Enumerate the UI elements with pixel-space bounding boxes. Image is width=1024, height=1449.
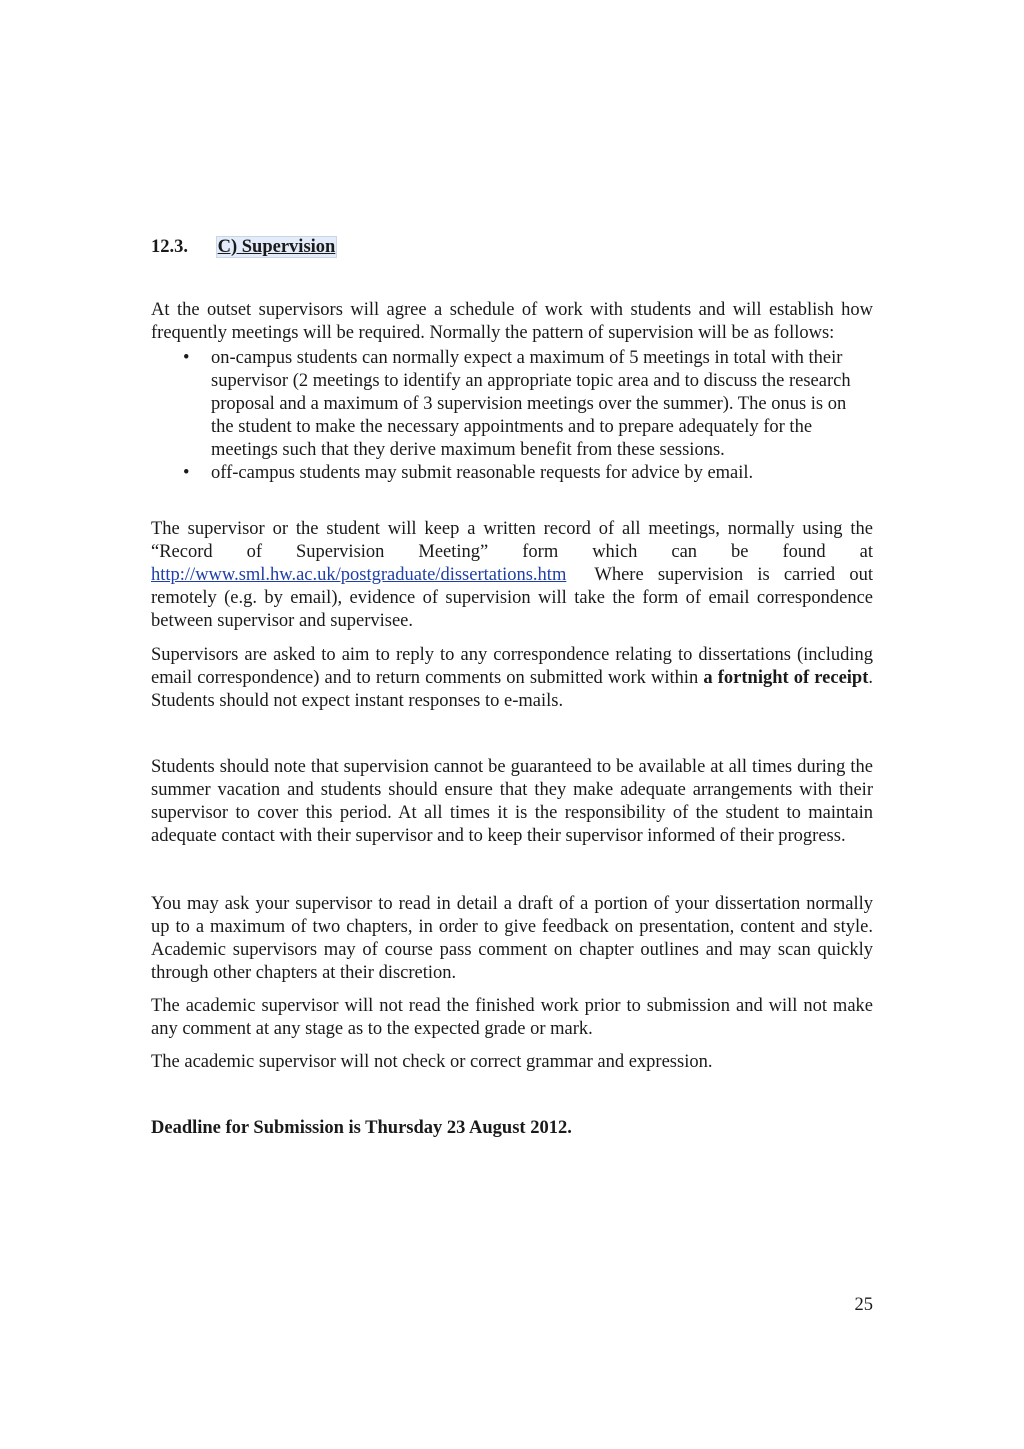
supervisors-text-after: . Students should not expect instant responses to e-mails. [151, 668, 873, 711]
draft-paragraph: You may ask your supervisor to read in detail a draft of a portion of your dissertation normally up to a maximum of two chapters, in order to give feedback on presentation, content and style. Academic supervisors may of course pass comment on chapter outlines and may scan quickly through other chapters at their discretion. [151, 894, 873, 983]
page-number: 25 [854, 1295, 873, 1315]
list-item-text: on-campus students can normally expect a maximum of 5 meetings in total with their supervisor (2 meetings to identify an appropriate topic area and to discuss the research proposal and a maximum of 3 supervision meetings over the summer). The onus is on the student to make the necessary appointments and to prepare adequately for the meetings such that they derive maximum benefit from these sessions. [211, 348, 851, 460]
dissertations-link[interactable]: http://www.sml.hw.ac.uk/postgraduate/dissertations.htm [151, 565, 567, 585]
finished-work-paragraph: The academic supervisor will not read the finished work prior to submission and will not make any comment at any stage as to the expected grade or mark. [151, 996, 873, 1039]
bullet-icon: • [183, 463, 190, 483]
submission-deadline: Deadline for Submission is Thursday 23 August 2012. [151, 1118, 572, 1138]
vacation-note-paragraph: Students should note that supervision cannot be guaranteed to be available at all times during the summer vacation and students should ensure that they make adequate arrangements with their supervisor to cover this period. At all times it is the responsibility of the student to maintain adequate contact with their supervisor and to keep their supervisor informed of their progress. [151, 757, 873, 846]
record-text-after: Where supervision is carried out remotely (e.g. by email), evidence of supervision will take the form of email correspondence between supervisor and supervisee. [151, 565, 878, 631]
grammar-paragraph: The academic supervisor will not check or correct grammar and expression. [151, 1052, 713, 1072]
section-number: 12.3. [151, 237, 188, 257]
supervisors-paragraph [151, 644, 873, 713]
supervisors-text-before: Supervisors are asked to aim to reply to any correspondence relating to dissertations (including email correspondence) and to return comments on submitted work within [151, 645, 873, 688]
supervision-pattern-list [151, 347, 873, 485]
list-item [183, 347, 873, 462]
record-text-before: The supervisor or the student will keep a written record of all meetings, normally using the “Record of Supervision Meeting” form which can be found at [151, 519, 873, 562]
fortnight-emphasis: a fortnight of receipt [703, 668, 869, 688]
document-page [151, 236, 878, 1140]
section-title: C) Supervision [217, 237, 336, 257]
list-item [183, 462, 873, 485]
section-heading [151, 236, 873, 262]
record-paragraph [151, 518, 878, 633]
list-item-text: off-campus students may submit reasonable requests for advice by email. [211, 463, 754, 483]
intro-paragraph: At the outset supervisors will agree a schedule of work with students and will establish how frequently meetings will be required. Normally the pattern of supervision will be as follows: [151, 300, 873, 343]
bullet-icon: • [183, 348, 190, 368]
